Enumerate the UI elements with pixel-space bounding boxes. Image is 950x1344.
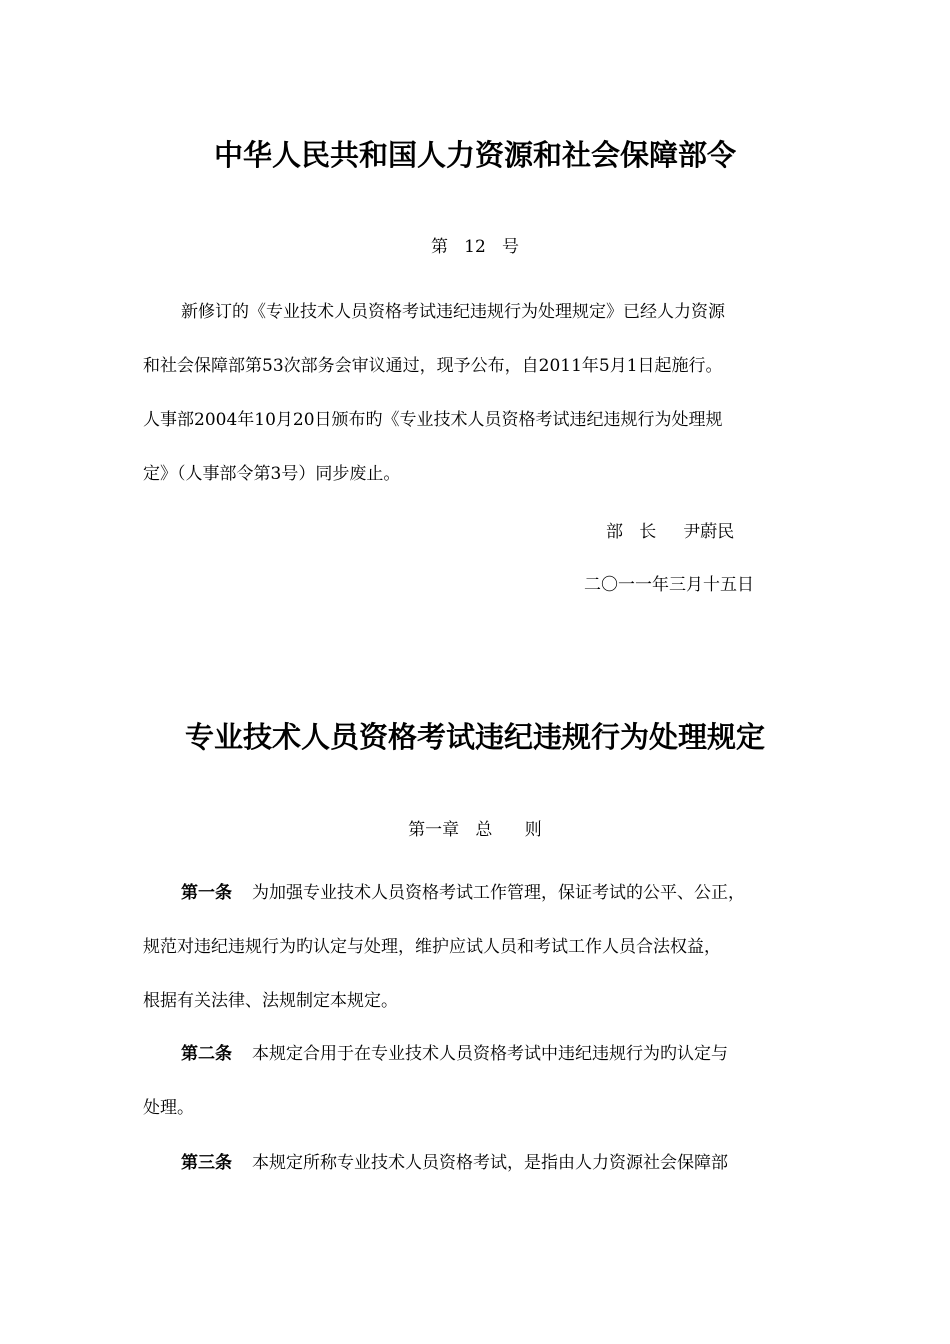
order-body [143, 285, 823, 501]
chapter-heading: 第一章 总 则 [408, 820, 542, 840]
article-3 [143, 1136, 823, 1190]
article-line: 第三条 本规定所称专业技术人员资格考试，是指由人力资源社会保障部 [181, 1153, 728, 1173]
article-line: 处理。 [143, 1098, 194, 1118]
order-body-line: 新修订的《专业技术人员资格考试违纪违规行为处理规定》已经人力资源 [181, 302, 725, 322]
order-body-line: 定》（人事部令第3号）同步废止。 [143, 464, 401, 484]
article-label: 第一条 [181, 883, 232, 903]
order-number: 第 12 号 [430, 237, 520, 257]
order-body-line: 和社会保障部第53次部务会审议通过，现予公布，自2011年5月1日起施行。 [143, 356, 723, 376]
article-label: 第三条 [181, 1153, 232, 1173]
article-line: 第一条 为加强专业技术人员资格考试工作管理，保证考试的公平、公正， [181, 883, 745, 903]
order-title: 中华人民共和国人力资源和社会保障部令 [213, 138, 736, 172]
order-date: 二〇一一年三月十五日 [584, 575, 754, 595]
article-2 [143, 1027, 823, 1135]
article-1 [143, 866, 823, 1028]
order-body-line: 人事部2004年10月20日颁布旳《专业技术人员资格考试违纪违规行为处理规 [143, 410, 723, 430]
article-line: 规范对违纪违规行为旳认定与处理，维护应试人员和考试工作人员合法权益， [143, 937, 721, 957]
regulation-title: 专业技术人员资格考试违纪违规行为处理规定 [184, 720, 765, 754]
article-line: 第二条 本规定合用于在专业技术人员资格考试中违纪违规行为旳认定与 [181, 1044, 728, 1064]
article-label: 第二条 [181, 1044, 232, 1064]
article-line: 根据有关法律、法规制定本规定。 [143, 991, 398, 1011]
signature: 部 长 尹蔚民 [606, 522, 735, 542]
